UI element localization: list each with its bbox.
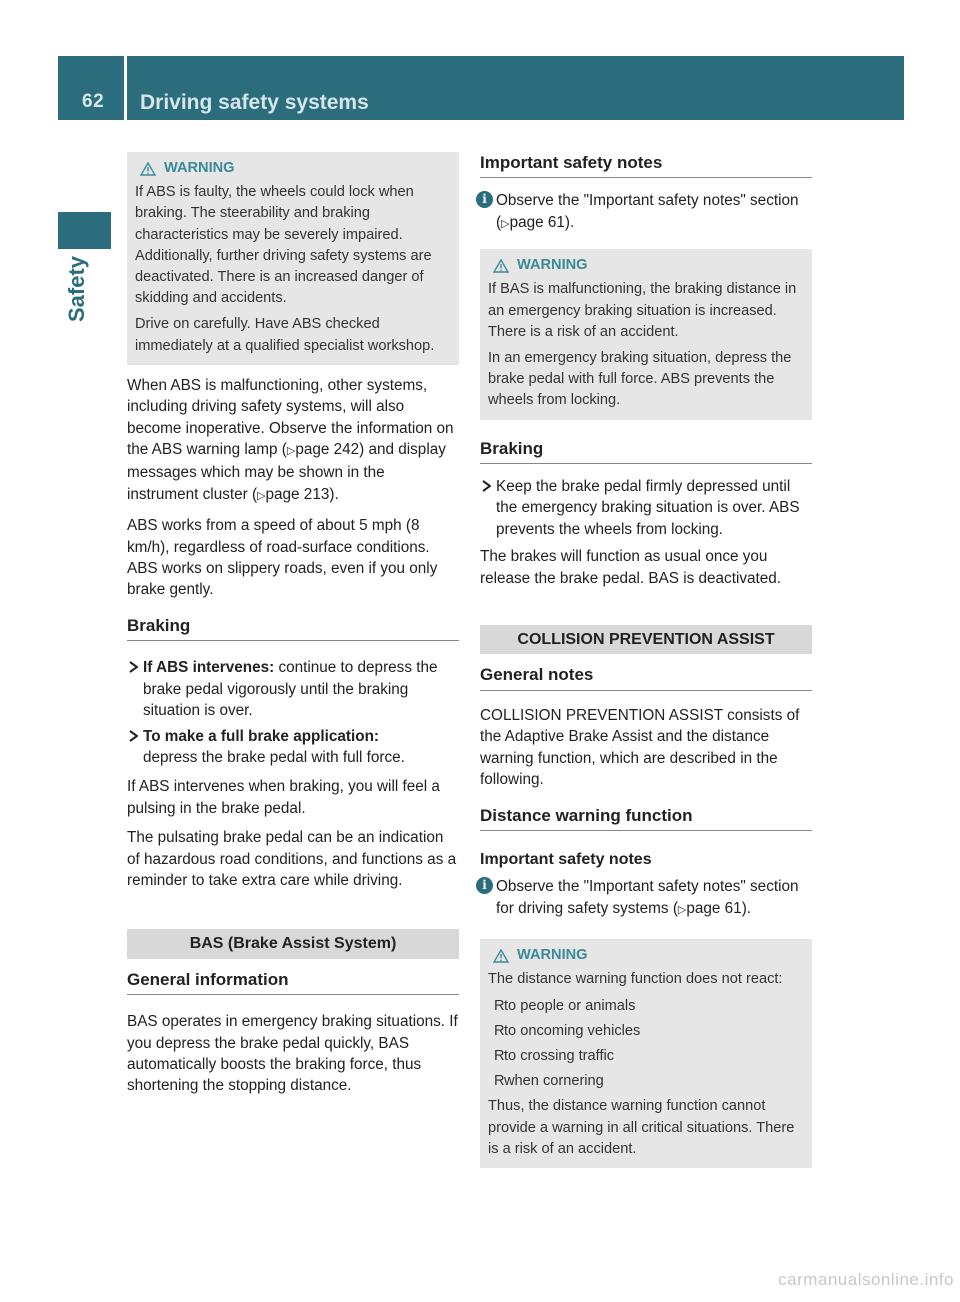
text-segment: Observe the "Important safety notes" section ( (496, 192, 799, 231)
text-segment: ). (741, 899, 752, 917)
warning-text: The distance warning function does not react: (488, 971, 783, 988)
warning-text: Thus, the distance warning function cannot provide a warning in all critical situations. There is a risk of an accident. (488, 1098, 795, 1157)
side-tab-block (58, 212, 111, 249)
important-safety-notes-heading: Important safety notes (480, 152, 812, 178)
warning-text: In an emergency braking situation, depress the brake pedal with full force. ABS prevents the wheels from locking. (488, 350, 792, 409)
page-ref-link[interactable]: page 242 (295, 441, 360, 459)
pulsating-pedal-paragraph: The pulsating brake pedal can be an indication of hazardous road conditions, and functions as a reminder to take extra care while driving. (127, 829, 457, 889)
info-icon: i (476, 877, 493, 894)
section-title: Driving safety systems (140, 91, 369, 114)
page-ref-link[interactable]: page 213 (265, 485, 330, 503)
general-notes-heading: General notes (480, 664, 812, 690)
step-arrow-icon (482, 480, 491, 492)
step-text: Keep the brake pedal firmly depressed until the emergency braking situation is over. ABS prevents the wheels from locking. (496, 478, 800, 538)
abs-malfunction-paragraph (127, 375, 459, 507)
header-divider (124, 56, 127, 120)
warning-title (488, 945, 804, 966)
right-column (480, 152, 812, 1178)
step-text: depress the brake pedal with full force. (143, 748, 405, 766)
step-label: If ABS intervenes: (143, 659, 275, 677)
text-segment: Observe the "Important safety notes" section for driving safety systems ( (496, 878, 799, 917)
bullet-icon: R (494, 1047, 505, 1064)
step-arrow-icon (129, 730, 138, 742)
bullet-text: to crossing traffic (504, 1047, 615, 1064)
info-note (480, 876, 812, 921)
bullet-text: to oncoming vehicles (504, 1022, 641, 1039)
distance-warning-heading: Distance warning function (480, 805, 812, 831)
page-number: 62 (82, 91, 105, 112)
warning-text: If ABS is faulty, the wheels could lock when braking. The steerability and braking characteristics may be severely impaired. Additionally, further driving safety systems are deactivated. There is an increased danger of skidding and accidents. (135, 184, 432, 307)
important-safety-notes-subheading: Important safety notes (480, 850, 652, 868)
list-item (488, 1021, 804, 1042)
abs-speed-paragraph: ABS works from a speed of about 5 mph (8 km/h), regardless of road-surface conditions. ABS works on slippery roads, even if you only brake gently. (127, 517, 438, 599)
braking-heading: Braking (127, 615, 459, 641)
cpa-paragraph: COLLISION PREVENTION ASSIST consists of the Adaptive Brake Assist and the distance warning function, which are described in the following. (480, 706, 800, 789)
warning-text: If BAS is malfunctioning, the braking distance in an emergency braking situation is increased. There is a risk of an accident. (488, 281, 797, 340)
list-item (488, 1071, 804, 1092)
page-ref-arrow-icon: ▷ (501, 217, 510, 230)
step-text: continue to depress the brake pedal vigorously until the braking situation is over. (143, 659, 438, 720)
warning-text: Drive on carefully. Have ABS checked immediately at a qualified specialist workshop. (135, 316, 435, 354)
instruction-step (127, 657, 459, 721)
cpa-heading: COLLISION PREVENTION ASSIST (480, 625, 812, 654)
bas-paragraph: BAS operates in emergency braking situations. If you depress the brake pedal quickly, BAS automatically boosts the braking force, thus shortening the stopping distance. (127, 1013, 458, 1095)
warning-triangle-icon (493, 949, 509, 963)
page-ref-link[interactable]: page 61 (686, 899, 742, 917)
warning-triangle-icon (493, 259, 509, 273)
warning-title-text: WARNING (517, 947, 588, 964)
instruction-step (127, 726, 459, 769)
left-column (127, 152, 459, 1105)
page-ref-arrow-icon: ▷ (677, 903, 687, 916)
instruction-step (480, 476, 812, 540)
general-information-heading: General information (127, 969, 459, 995)
bullet-icon: R (494, 1073, 505, 1090)
page-ref-arrow-icon: ▷ (257, 489, 266, 502)
bullet-text: to people or animals (504, 997, 636, 1014)
watermark: carmanualsonline.info (778, 1270, 954, 1289)
brakes-function-paragraph: The brakes will function as usual once you release the brake pedal. BAS is deactivated. (480, 548, 782, 587)
braking-heading: Braking (480, 438, 812, 464)
page-ref-arrow-icon: ▷ (286, 445, 296, 458)
text-segment: ). (564, 213, 575, 231)
info-note (480, 190, 812, 235)
text-segment: ). (329, 485, 339, 503)
list-item (488, 1046, 804, 1067)
page-ref-link[interactable]: page 61 (509, 213, 565, 231)
step-label: To make a full brake application: (143, 727, 380, 745)
info-icon: i (476, 191, 493, 208)
text-segment: When ABS is malfunctioning, other systems, including driving safety systems, will also become inoperative. Observe the information on the ABS warning lamp ( (127, 376, 454, 459)
list-item (488, 996, 804, 1017)
bullet-icon: R (494, 997, 505, 1014)
warning-title (488, 255, 804, 276)
side-label: Safety (64, 255, 89, 322)
warning-box-distance (480, 939, 812, 1168)
warning-box-abs (127, 152, 459, 365)
bullet-icon: R (494, 1022, 505, 1039)
warning-triangle-icon (140, 162, 156, 176)
text-segment: ) and display messages which may be shown in the instrument cluster ( (127, 441, 446, 503)
warning-title (135, 158, 451, 179)
abs-pulsing-paragraph: If ABS intervenes when braking, you will feel a pulsing in the brake pedal. (127, 778, 440, 817)
warning-title-text: WARNING (164, 160, 235, 176)
step-arrow-icon (129, 661, 138, 673)
bullet-text: when cornering (504, 1073, 604, 1090)
warning-title-text: WARNING (517, 257, 588, 274)
warning-box-bas (480, 249, 812, 419)
bas-heading: BAS (Brake Assist System) (127, 929, 459, 958)
